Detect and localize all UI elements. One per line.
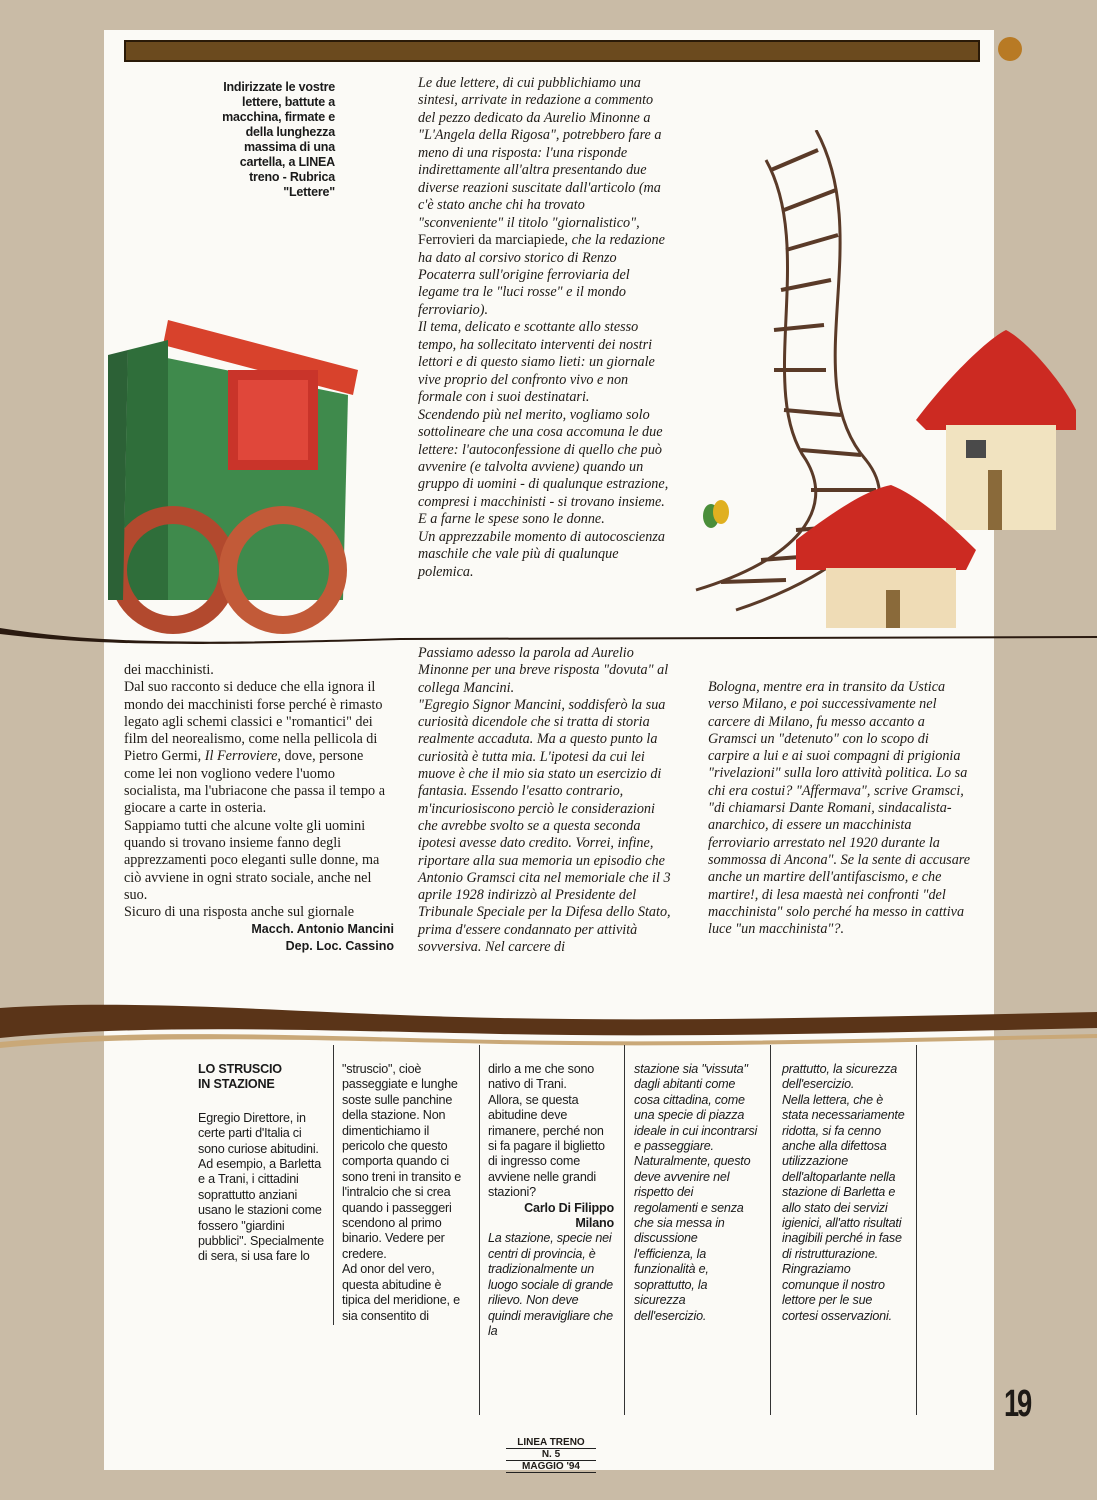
ladder-houses-illustration	[676, 130, 1076, 630]
note-line: Indirizzate le vostre	[223, 80, 335, 94]
column-rule	[479, 1045, 480, 1415]
intro-title-ref: Ferrovieri da marciapiede,	[418, 232, 569, 249]
heading-line: LO STRUSCIO	[198, 1062, 282, 1076]
column-rule	[916, 1045, 917, 1415]
intro-paragraph: E a farne le spese sono le donne.	[418, 511, 605, 528]
editorial-reply: prattutto, la sicurezza dell'esercizio.	[782, 1062, 898, 1092]
note-line: macchina, firmate e	[222, 110, 335, 124]
editorial-reply: stazione sia "vissuta" dagli abitanti come cosa cittadina, come una specie di piazza ideale in cui incontrarsi e passeggiare. Naturalmente, questo deve avvenire nel rispetto dei regolamenti e senza che sia messa in discussione l'efficienza, la funzionalità e, soprattutto, la sicurezza dell'esercizio.	[634, 1062, 758, 1323]
intro-paragraph: Scendendo più nel merito, vogliamo solo sottolineare che una cosa accomuna le due lettere: l'autoconfessione di quello che può avvenire (e talvolta avviene) quando un gruppo di uomini - di qualunque estrazione, compresi i macchinisti - si trovano insieme.	[418, 406, 669, 510]
header-bar	[124, 40, 980, 62]
struscio-paragraph: Egregio Direttore, in certe parti d'Italia ci sono curiose abitudini. Ad esempio, a Barletta e a Trani, i cittadini soprattutto anziani usano le stazioni come fossero "giardini pubblici". Specialmente di sera, si usa fare lo	[198, 1110, 324, 1264]
struscio-col-5	[782, 1062, 908, 1324]
struscio-paragraph: Ad onor del vero, questa abitudine è tipica del meridione, e sia consentito di	[342, 1262, 460, 1323]
letter-paragraph: Sicuro di una risposta anche sul giornale	[124, 904, 355, 921]
note-line: "Lettere"	[283, 185, 335, 199]
film-title: Il Ferroviere,	[204, 748, 281, 765]
struscio-col-1	[198, 1062, 324, 1265]
struscio-signature: Carlo Di Filippo	[524, 1200, 614, 1215]
header-dot	[998, 37, 1022, 61]
struscio-paragraph: "struscio", cioè passeggiate e lunghe soste sulle panchine della stazione. Non dimentichiamo il pericolo che questo comporta quando ci sono treni in transito e l'intralcio che si crea quando i passeggeri scendono al primo binario. Vedere per credere.	[342, 1062, 462, 1261]
struscio-paragraph: Allora, se questa abitudine deve rimanere, perché non si fa pagare il biglietto di ingresso come avviene nelle grandi stazioni?	[488, 1092, 605, 1200]
intro-text: che la redazione ha dato al corsivo storico di Renzo Pocaterra sull'origine ferroviaria del legame tra le "luci rosse" e il mondo ferroviario).	[418, 232, 665, 318]
letter-mancini	[124, 662, 394, 955]
intro-text: Le due lettere, di cui pubblichiamo una sintesi, arrivate in redazione a commento del pezzo dedicato da Aurelio Minonne a "L'Angela della Rigosa", potrebbero fare a meno di una risposta: l'una risponde indirettamente all'altra presentando due diverse reazioni suscitate dall'articolo (ma c'è stato anche chi ha trovato "sconveniente" il titolo "giornalistico",	[418, 75, 662, 231]
reply-paragraph: Bologna, mentre era in transito da Ustica verso Milano, e poi successivamente nel carcere di Milano, fu messo accanto a Gramsci un "detenuto" con lo scopo di carpire a lui e ai suoi compagni di prigionia "rivelazioni" sulla loro attività politica. Lo sa chi era costui? "Affermava", scrive Gramsci, "di chiamarsi Dante Romani, sindacalista-anarchico, di essere un macchinista ferroviario arrestato nel 1920 durante la sommossa di Ancona". Se la sente di accusare anche un martire dell'antifascismo, e che martire!, di lesa maestà nei confronti "del macchinista" solo perché ha messo in cattiva luce "un macchinista"?.	[708, 679, 971, 938]
heading-line: IN STAZIONE	[198, 1077, 275, 1092]
struscio-paragraph: dirlo a me che sono nativo di Trani.	[488, 1062, 595, 1092]
letter-text: dove, persone come lei non vogliono vedere l'uomo socialista, ma l'ubriacone che passa il tempo a giocare a carte in osteria.	[124, 748, 385, 817]
editorial-reply: Ringraziamo comunque il nostro lettore per le sue cortesi osservazioni.	[782, 1262, 892, 1323]
note-line: massima di una	[244, 140, 335, 154]
reply-paragraph: "Egregio Signor Mancini, soddisferò la sua curiosità dicendole che si tratta di storia realmente accaduta. Ma a questo punto la curiosità è tutta mia. L'ipotesi da cui lei muove è che il mio sia stato un esercizio di fantasia. Essendo l'esatto contrario, m'incuriosiscono perciò le considerazioni che avrebbe svolto se a questa seconda ipotesi avesse dato credito. Vorrei, infine, riportare alla sua memoria un episodio che Antonio Gramsci cita nel memoriale che il 3 aprile 1928 indirizzò al Presidente del Tribunale Speciale per la Difesa dello Stato, prima d'essere condannato per attività sovversiva. Nel carcere di	[418, 696, 671, 956]
reply-paragraph: Passiamo adesso la parola ad Aurelio Minonne per una breve risposta "dovuta" al collega Mancini.	[418, 645, 669, 696]
section-wave	[0, 998, 1097, 1058]
letter-paragraph: dei macchinisti.	[124, 662, 214, 678]
struscio-col-4	[634, 1062, 760, 1324]
note-line: lettere, battute a	[242, 95, 335, 109]
column-rule	[333, 1045, 334, 1325]
struscio-heading	[198, 1062, 324, 1093]
submission-note	[195, 80, 335, 200]
note-line: cartella, a LINEA	[239, 155, 335, 169]
struscio-signature-location: Milano	[575, 1216, 614, 1231]
footer-line: N. 5	[506, 1449, 596, 1461]
intro-paragraph: Un apprezzabile momento di autocoscienza maschile che vale più di qualunque polemica.	[418, 528, 665, 580]
reply-continued	[708, 679, 973, 938]
letter-signature-location: Dep. Loc. Cassino	[285, 939, 394, 954]
footer-line: LINEA TRENO	[506, 1437, 596, 1449]
column-rule	[624, 1045, 625, 1415]
editorial-reply: La stazione, specie nei centri di provincia, è tradizionalmente un luogo sociale di grande rilievo. Non deve quindi meravigliare che la	[488, 1231, 613, 1338]
struscio-col-2	[342, 1062, 468, 1324]
letter-paragraph: Sappiamo tutti che alcune volte gli uomini quando si trovano insieme fanno degli apprezzamenti poco eleganti sulle donne, ma ciò avviene in ogni strato sociale, anche nel suo.	[124, 817, 380, 903]
footer-masthead	[506, 1437, 596, 1473]
train-wagon-illustration	[108, 300, 408, 640]
editorial-reply: Nella lettera, che è stata necessariamente ridotta, si fa cenno anche alla difettosa utilizzazione dell'altoparlante nella stazione di Barletta e allo stato dei servizi igienici, all'atto risultati inagibili perché in fase di ristrutturazione.	[782, 1092, 905, 1261]
reply-minonne	[418, 645, 673, 956]
intro-paragraph: Il tema, delicato e scottante allo stesso tempo, ha sollecitato interventi dei nostri lettori e di questo siamo lieti: un giornale vive proprio del confronto vivo e non formale con i suoi destinatari.	[418, 319, 655, 406]
editorial-intro	[418, 75, 673, 581]
note-line: della lunghezza	[245, 125, 335, 139]
column-rule	[770, 1045, 771, 1415]
page-number: 19	[1004, 1383, 1031, 1425]
footer-line: MAGGIO '94	[506, 1461, 596, 1473]
struscio-col-3	[488, 1062, 614, 1339]
note-line: treno - Rubrica	[249, 170, 335, 184]
letter-signature: Macch. Antonio Mancini	[251, 922, 394, 937]
letter-text: Dal suo racconto si deduce che ella ignora il mondo dei macchinisti forse perché è rimasto legato agli schemi classici e "romantici" dei film del neorealismo, come nella pellicola di Pietro Germi,	[124, 679, 383, 765]
section-divider	[0, 626, 1097, 646]
